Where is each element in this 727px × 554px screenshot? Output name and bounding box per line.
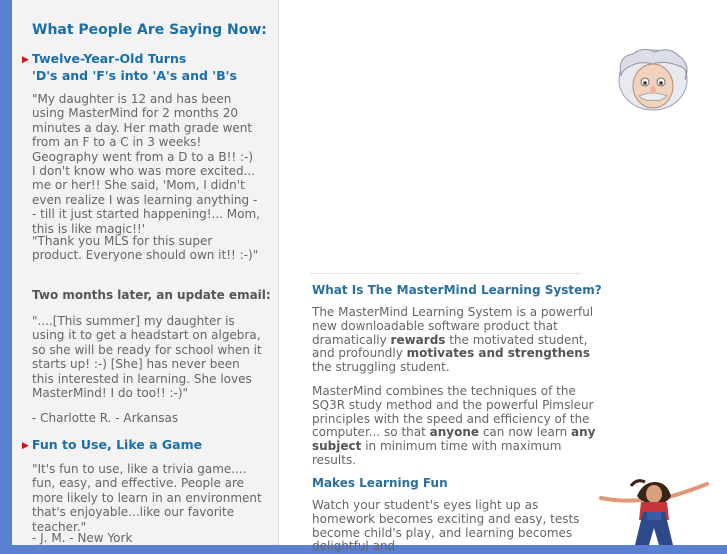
testimonial2-attribution: - J. M. - New York	[32, 531, 133, 545]
red-arrow-icon: ▶	[22, 441, 29, 451]
jumping-girl-illustration	[597, 472, 711, 545]
page	[12, 0, 727, 554]
update-quote: "....[This summer] my daughter is using it to get a headstart on algebra, so she will be ready for school when it starts up! :-) [She] has never been this interested in learning. She loves MasterMind! I do too!! :-)"	[32, 314, 262, 401]
einstein-illustration	[615, 46, 691, 114]
red-arrow-icon: ▶	[22, 55, 29, 65]
testimonial2-quote: "It's fun to use, like a trivia game.... fun, easy, and effective. People are more likely to learn in an environment that's enjoyable...like our favorite teacher."	[32, 462, 262, 534]
section1-heading: What Is The MasterMind Learning System?	[312, 283, 602, 297]
testimonial1-attribution: - Charlotte R. - Arkansas	[32, 411, 179, 425]
testimonial1-thanks: "Thank you MLS for this super product. Everyone should own it!! :-)"	[32, 234, 259, 263]
main-content	[279, 0, 727, 554]
section2-heading: Makes Learning Fun	[312, 476, 448, 490]
sidebar-title: What People Are Saying Now:	[32, 22, 267, 38]
testimonials-sidebar	[12, 0, 279, 545]
testimonial1-quote: "My daughter is 12 and has been using MasterMind for 2 months 20 minutes a day. Her math grade went from an F to a C in 3 weeks! Geography went from a D to a B!! :-) I don't know who was more excited... me or her!! She said, 'Mom, I didn't even realize I was learning anything -- till it just started happening!... Mom, this is like magic!!'	[32, 92, 260, 236]
update-label: Two months later, an update email:	[32, 288, 271, 302]
testimonial2-heading[interactable]: ▶ Fun to Use, Like a Game	[22, 437, 203, 452]
section-divider	[311, 273, 581, 274]
section1-paragraph1: The MasterMind Learning System is a powerful new downloadable software product that dramatically rewards the motivated student, and profoundly motivates and strengthens the struggling student.	[312, 305, 594, 375]
section2-paragraph: Watch your student's eyes light up as homework becomes exciting and easy, tests become child's play, and learning becomes delightful and	[312, 498, 580, 554]
testimonial1-heading[interactable]: ▶ Twelve-Year-Old Turns 'D's and 'F's into 'A's and 'B's	[22, 51, 237, 83]
section1-paragraph2: MasterMind combines the techniques of the SQ3R study method and the powerful Pimsleur principles with the speed and efficiency of the computer... so that anyone can now learn any subject in minimum time with maximum results.	[312, 384, 596, 467]
